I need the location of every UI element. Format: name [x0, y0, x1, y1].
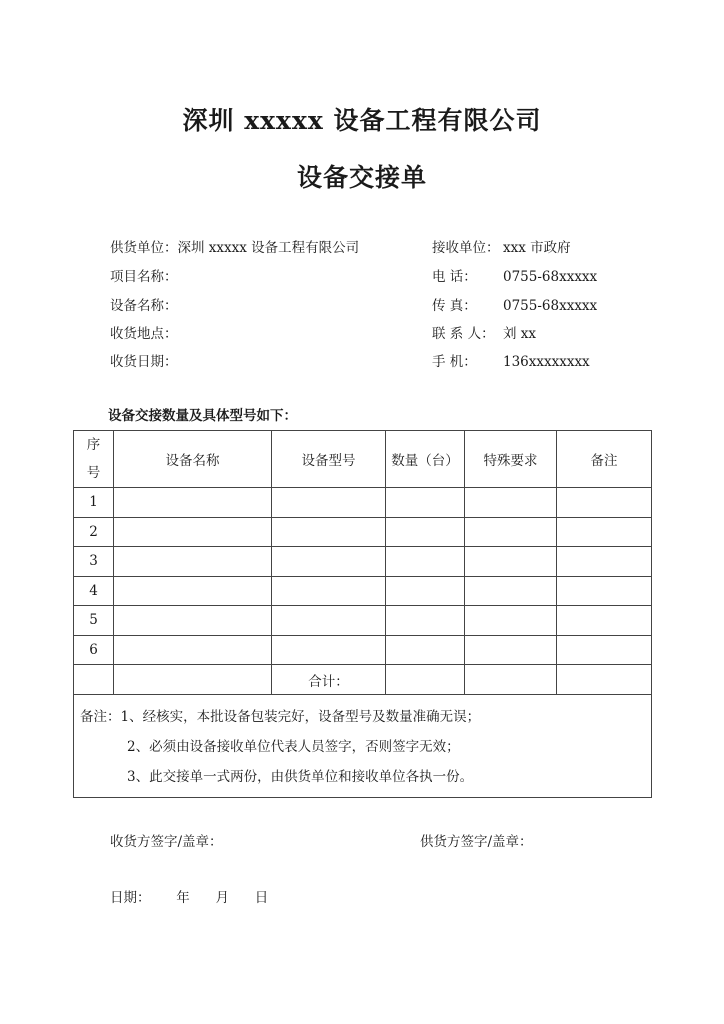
- cell-quantity: [386, 635, 465, 665]
- info-project-name: [110, 265, 178, 285]
- row-index: 1: [74, 488, 114, 518]
- info-label: 收货日期：: [110, 354, 178, 370]
- cell-special-requirements: [465, 488, 557, 518]
- table-caption: 设备交接数量及具体型号如下：: [108, 408, 297, 424]
- cell-quantity: [386, 517, 465, 547]
- info-phone: [432, 265, 597, 285]
- header-remarks: 备注: [557, 431, 652, 488]
- table-row: [74, 606, 652, 636]
- info-label: 手 机：: [432, 354, 477, 370]
- cell-empty: [465, 665, 557, 695]
- company-title: 深圳 xxxxx 设备工程有限公司: [182, 106, 542, 135]
- info-receiver: [432, 236, 571, 256]
- info-label: 联 系 人：: [432, 326, 495, 342]
- info-mobile: [432, 350, 590, 370]
- cell-equipment-name: [114, 576, 272, 606]
- header-special-requirements: 特殊要求: [465, 431, 557, 488]
- cell-total-quantity: [386, 665, 465, 695]
- header-index: 序号: [74, 431, 114, 488]
- info-label: 设备名称：: [110, 298, 178, 314]
- cell-remarks: [557, 576, 652, 606]
- cell-equipment-name: [114, 517, 272, 547]
- info-value: xxx 市政府: [503, 240, 571, 256]
- table-row: [74, 635, 652, 665]
- table-notes-row: [74, 695, 652, 798]
- cell-special-requirements: [465, 547, 557, 577]
- receiver-signature-label: 收货方签字/盖章：: [110, 834, 223, 850]
- row-index: 2: [74, 517, 114, 547]
- note-line-1: 备注：1、经核实，本批设备包装完好，设备型号及数量准确无误；: [80, 709, 481, 725]
- cell-equipment-name: [114, 547, 272, 577]
- row-index: 5: [74, 606, 114, 636]
- info-delivery-location: [110, 322, 178, 342]
- cell-remarks: [557, 488, 652, 518]
- document-title: 设备交接单: [296, 163, 427, 192]
- header-quantity: 数量（台）: [386, 431, 465, 488]
- cell-empty: [114, 665, 272, 695]
- info-delivery-date: [110, 350, 178, 370]
- info-label: 供货单位：: [110, 240, 178, 256]
- cell-equipment-name: [114, 606, 272, 636]
- cell-equipment-model: [272, 488, 386, 518]
- info-label: 电 话：: [432, 269, 477, 285]
- info-fax: [432, 294, 597, 314]
- info-label: 接收单位：: [432, 240, 500, 256]
- info-supplier: [110, 236, 359, 256]
- cell-special-requirements: [465, 635, 557, 665]
- notes-cell: [74, 695, 652, 798]
- row-index: 4: [74, 576, 114, 606]
- date-line: 日期： 年 月 日: [110, 890, 269, 906]
- cell-quantity: [386, 606, 465, 636]
- cell-equipment-model: [272, 576, 386, 606]
- info-value: 136xxxxxxxx: [503, 354, 590, 370]
- equipment-table: [73, 430, 652, 798]
- cell-empty: [74, 665, 114, 695]
- header-equipment-model: 设备型号: [272, 431, 386, 488]
- cell-equipment-name: [114, 635, 272, 665]
- row-index: 3: [74, 547, 114, 577]
- cell-special-requirements: [465, 606, 557, 636]
- cell-remarks: [557, 635, 652, 665]
- cell-equipment-model: [272, 635, 386, 665]
- info-value: 0755-68xxxxx: [503, 298, 598, 314]
- note-line-2: 2、必须由设备接收单位代表人员签字，否则签字无效；: [127, 739, 460, 755]
- info-label: 收货地点：: [110, 326, 178, 342]
- info-equipment-name: [110, 294, 178, 314]
- row-index: 6: [74, 635, 114, 665]
- cell-quantity: [386, 547, 465, 577]
- info-contact: [432, 322, 536, 342]
- note-line-3: 3、此交接单一式两份，由供货单位和接收单位各执一份。: [127, 769, 474, 785]
- cell-special-requirements: [465, 517, 557, 547]
- table-row: [74, 547, 652, 577]
- cell-special-requirements: [465, 576, 557, 606]
- info-value: 刘 xx: [503, 326, 537, 342]
- cell-equipment-model: [272, 606, 386, 636]
- table-header-row: [74, 431, 652, 488]
- cell-equipment-model: [272, 517, 386, 547]
- cell-quantity: [386, 488, 465, 518]
- table-row: [74, 517, 652, 547]
- cell-remarks: [557, 547, 652, 577]
- header-equipment-name: 设备名称: [114, 431, 272, 488]
- cell-remarks: [557, 517, 652, 547]
- cell-equipment-name: [114, 488, 272, 518]
- cell-equipment-model: [272, 547, 386, 577]
- supplier-signature-label: 供货方签字/盖章：: [420, 834, 533, 850]
- total-label: 合计：: [272, 665, 386, 695]
- table-row: [74, 488, 652, 518]
- info-label: 项目名称：: [110, 269, 178, 285]
- cell-quantity: [386, 576, 465, 606]
- table-total-row: [74, 665, 652, 695]
- cell-empty: [557, 665, 652, 695]
- info-label: 传 真：: [432, 298, 477, 314]
- info-value: 0755-68xxxxx: [503, 269, 598, 285]
- cell-remarks: [557, 606, 652, 636]
- info-value: 深圳 xxxxx 设备工程有限公司: [177, 240, 360, 256]
- table-row: [74, 576, 652, 606]
